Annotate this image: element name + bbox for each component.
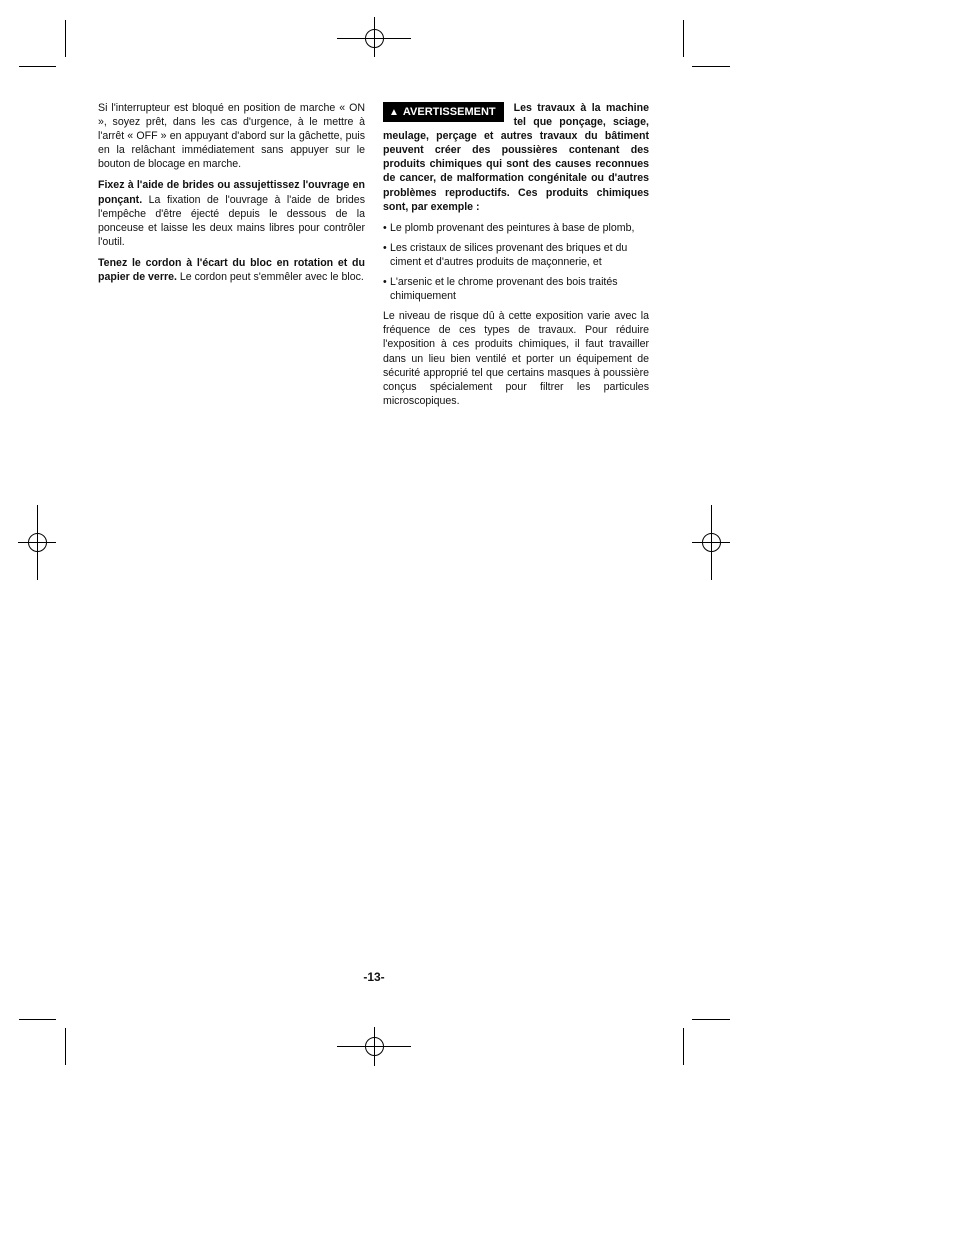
bullet: • xyxy=(383,221,387,234)
clamp-workpiece-heading: Fixez à l'aide de brides ou assujettissez l'ouvrage en ponçant. xyxy=(98,179,365,206)
page-number: -13- xyxy=(363,970,385,984)
left-column xyxy=(98,101,365,291)
bullet: • xyxy=(383,241,387,254)
warning-triangle-icon: ▲ xyxy=(389,107,399,118)
chemical-list xyxy=(383,221,649,303)
crop-mark-bottom-right-v xyxy=(683,1028,684,1065)
bullet: • xyxy=(383,276,387,289)
switch-lock-paragraph: Si l'interrupteur est bloqué en position de marche « ON », soyez prêt, dans les cas d'urgence, à le mettre à l'arrêt « OFF » en appuyant d'abord sur la gâchette, puis en la relâchant immédiatement sans appuyer sur le bouton de blocage en marche. xyxy=(98,102,365,171)
list-item-text: L'arsenic et le chrome provenant des bois traités chimiquement xyxy=(390,276,618,303)
registration-mark-left-middle xyxy=(18,505,56,580)
registration-mark-bottom-center xyxy=(337,1027,411,1066)
crop-mark-top-left-h xyxy=(19,66,56,67)
warning-badge xyxy=(383,102,504,122)
crop-mark-bottom-left-h xyxy=(19,1019,56,1020)
crop-mark-bottom-left-v xyxy=(65,1028,66,1065)
cord-paragraph xyxy=(98,256,365,284)
risk-level-paragraph: Le niveau de risque dû à cette exposition varie avec la fréquence de ces types de travaux. Pour réduire l'exposition à ces produits chimiques, il faut travailler dans un lieu bien ventilé et porter un équipement de sécurité approprié tel que certains masques à poussière conçus spécialement pour filtrer les particules microscopiques. xyxy=(383,310,649,407)
warning-block xyxy=(383,101,649,214)
crop-mark-top-right-h xyxy=(692,66,730,67)
cord-heading: Tenez le cordon à l'écart du bloc en rotation et du papier de verre. xyxy=(98,256,365,284)
crop-mark-top-right-v xyxy=(683,20,684,57)
warning-text: Les travaux à la machine tel que ponçage, sciage, meulage, perçage et autres travaux du bâtiment peuvent créer des poussières contenant des produits chimiques qui sont des causes reconnues de cancer, de malformation congénitale ou d'autres problèmes reproductifs. Ces produits chimiques sont, par exemple : xyxy=(383,102,649,213)
clamp-workpiece-text: La fixation de l'ouvrage à l'aide de brides l'empêche d'être éjecté depuis le dessous de la ponceuse et laisse les deux mains libres pour contrôler l'outil. xyxy=(98,193,365,248)
registration-mark-top-center xyxy=(337,17,411,57)
list-item xyxy=(383,275,649,303)
right-column xyxy=(383,101,649,415)
crop-mark-bottom-right-h xyxy=(692,1019,730,1020)
list-item xyxy=(383,241,649,269)
crop-mark-top-left-v xyxy=(65,20,66,57)
registration-mark-right-middle xyxy=(692,505,730,580)
list-item-text: Les cristaux de silices provenant des briques et du ciment et d'autres produits de maçonnerie, et xyxy=(390,241,628,268)
cord-text: Le cordon peut s'emmêler avec le bloc. xyxy=(176,271,364,284)
clamp-workpiece-paragraph xyxy=(98,178,365,248)
warning-label: AVERTISSEMENT xyxy=(402,106,496,118)
list-item-text: Le plomb provenant des peintures à base de plomb, xyxy=(390,221,635,234)
list-item xyxy=(383,221,649,235)
